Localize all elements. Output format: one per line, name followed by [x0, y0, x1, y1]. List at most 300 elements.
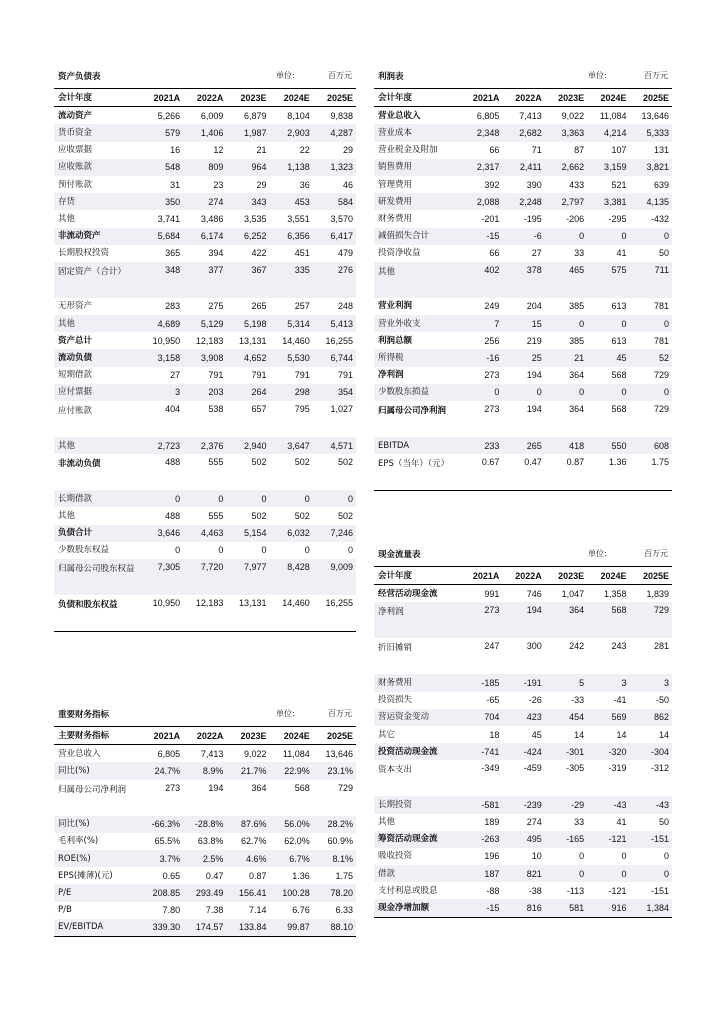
- cell-value: 293.49: [183, 884, 226, 901]
- row-label: 归属母公司股东权益: [54, 559, 140, 595]
- column-header-year: 2021A: [472, 92, 500, 103]
- cell-value: -121: [608, 885, 627, 896]
- cell-value: 27: [170, 370, 181, 381]
- cell-value: 62.0%: [284, 836, 310, 847]
- cell-value: 418: [545, 437, 587, 454]
- cell-value: -432: [650, 213, 669, 224]
- cell-value: 6,879: [244, 110, 267, 121]
- cell-value: -65: [486, 695, 500, 706]
- cell-value: 479: [337, 248, 353, 259]
- cell-value: 4,571: [313, 437, 356, 454]
- unit-label: 单位:: [588, 549, 607, 558]
- cell-value: 746: [526, 588, 542, 599]
- cell-value: 0: [630, 315, 672, 332]
- column-header-year: 2025E: [642, 570, 669, 581]
- cell-value: -424: [502, 743, 544, 760]
- cell-value: 7,720: [183, 559, 226, 595]
- cell-value: -151: [630, 831, 672, 848]
- cell-value: 821: [502, 865, 544, 882]
- table-row: [54, 902, 356, 919]
- column-header-label: 主要财务指标: [58, 730, 110, 741]
- cell-value: -29: [545, 796, 587, 813]
- row-label: 其他: [54, 437, 140, 454]
- cell-value: 422: [251, 248, 267, 259]
- table-row: [374, 899, 672, 917]
- cell-value: 13,646: [325, 748, 353, 759]
- cell-value: 1.36: [292, 870, 310, 881]
- column-header-year: 2022A: [196, 730, 224, 741]
- cell-value: 0: [587, 384, 629, 401]
- cell-value: 488: [165, 457, 181, 468]
- table-row: [54, 124, 356, 141]
- cell-value: 100.28: [270, 884, 313, 901]
- cell-value: 579: [140, 124, 183, 141]
- table-row: [54, 176, 356, 193]
- table-row: [374, 124, 672, 141]
- table-row: [374, 638, 672, 674]
- cell-value: 274: [526, 817, 542, 828]
- cell-value: 45: [587, 349, 629, 366]
- cell-value: 283: [165, 301, 181, 312]
- cell-value: 189: [484, 817, 500, 828]
- table-row: [54, 159, 356, 176]
- cell-value: 548: [140, 159, 183, 176]
- cell-value: 31: [170, 179, 181, 190]
- cell-value: 11,084: [599, 110, 627, 121]
- cell-value: 14,460: [282, 335, 310, 346]
- cell-value: 3,646: [140, 525, 183, 542]
- table-row: [54, 780, 356, 816]
- cell-value: 6,032: [270, 525, 313, 542]
- cell-value: 33: [574, 248, 585, 259]
- row-label: 其他: [378, 817, 396, 828]
- cell-value: 0: [545, 228, 587, 245]
- cell-value: 33: [574, 817, 585, 828]
- row-label: 无形资产: [58, 301, 93, 312]
- cell-value: 273: [460, 602, 502, 638]
- table-row: [374, 674, 672, 691]
- cell-value: 3.7%: [140, 850, 183, 867]
- cell-value: 433: [569, 179, 585, 190]
- cell-value: 568: [587, 602, 629, 638]
- row-label: 归属母公司净利润: [58, 784, 127, 795]
- table-row: [374, 176, 672, 193]
- cell-value: 7.80: [162, 905, 181, 916]
- cell-value: 3,158: [140, 349, 183, 366]
- cell-value: -312: [650, 763, 669, 774]
- unit-value: 百万元: [328, 709, 352, 718]
- cell-value: 194: [208, 782, 224, 793]
- cell-value: 41: [616, 817, 627, 828]
- table-row: [374, 332, 672, 349]
- row-label: 财务费用: [374, 674, 460, 691]
- row-label: 营运资金变动: [374, 709, 460, 726]
- unit-value: 百万元: [644, 549, 668, 558]
- cell-value: 273: [165, 782, 181, 793]
- cell-value: 367: [226, 262, 269, 298]
- table-row: [54, 595, 356, 632]
- table-row: [374, 692, 672, 709]
- table-row: [54, 384, 356, 401]
- unit-value: 百万元: [328, 71, 352, 80]
- table-row: [374, 367, 672, 384]
- cell-value: 729: [630, 602, 672, 638]
- column-header-year: 2024E: [283, 730, 310, 741]
- cell-value: 402: [460, 262, 502, 298]
- row-label: 资产总计: [58, 335, 93, 346]
- row-label: P/E: [54, 884, 140, 901]
- cell-value: 21.7%: [226, 762, 269, 779]
- cell-value: 66: [489, 145, 500, 156]
- cell-value: -43: [630, 796, 672, 813]
- column-header-year: 2022A: [515, 92, 542, 103]
- cell-value: 131: [653, 145, 669, 156]
- row-label: EPS（当年）（元）: [378, 459, 450, 470]
- cell-value: 0.65: [162, 870, 181, 881]
- cell-value: 16,255: [325, 597, 353, 608]
- cell-value: 0: [587, 865, 629, 882]
- table-row: [374, 865, 672, 882]
- cell-value: 3,551: [287, 213, 310, 224]
- row-label: P/B: [58, 905, 72, 916]
- row-label: 应收票据: [58, 145, 93, 156]
- table-row: [54, 193, 356, 210]
- key-ratios-table: [54, 726, 356, 937]
- cell-value: 50: [658, 248, 669, 259]
- cell-value: 538: [208, 404, 224, 414]
- row-label: 销售费用: [374, 159, 460, 176]
- cell-value: 8,104: [287, 110, 310, 121]
- column-header-label: 会计年度: [58, 92, 93, 103]
- table-row: [54, 490, 356, 507]
- cell-value: 9,009: [313, 559, 356, 595]
- table-row: [374, 882, 672, 899]
- unit-value: 百万元: [644, 71, 668, 80]
- cell-value: 3,821: [630, 159, 672, 176]
- table-row: [374, 245, 672, 262]
- cell-value: 16: [170, 145, 181, 156]
- cell-value: 265: [251, 301, 267, 312]
- cell-value: 1.36: [609, 457, 627, 468]
- row-label: 营业外收支: [374, 315, 460, 332]
- cell-value: -459: [523, 763, 542, 774]
- table-row: [374, 726, 672, 743]
- cell-value: 1,138: [270, 159, 313, 176]
- cell-value: 451: [294, 248, 310, 259]
- header-row: [54, 727, 356, 745]
- cell-value: 657: [251, 404, 267, 414]
- column-header-year: 2022A: [515, 570, 542, 581]
- cell-value: 0: [183, 490, 226, 507]
- table-row: [374, 228, 672, 245]
- cell-value: 16,255: [325, 335, 353, 346]
- cell-value: 0: [663, 851, 669, 862]
- row-label: 应付票据: [54, 384, 140, 401]
- cell-value: 88.10: [313, 919, 356, 937]
- cell-value: 208.85: [140, 884, 183, 901]
- row-label: 负债合计: [54, 525, 140, 542]
- cell-value: -319: [608, 763, 627, 774]
- row-label: 现金净增加额: [374, 899, 460, 917]
- cell-value: 2,662: [545, 159, 587, 176]
- cell-value: 0: [140, 490, 183, 507]
- cell-value: 0: [460, 384, 502, 401]
- cell-value: 0: [226, 490, 269, 507]
- table-row: [374, 602, 672, 638]
- cell-value: 107: [611, 145, 627, 156]
- cell-value: 0.47: [524, 457, 542, 468]
- cell-value: 2,903: [270, 124, 313, 141]
- cell-value: 781: [653, 301, 669, 312]
- table-row: [374, 796, 672, 813]
- cell-value: 1,027: [330, 404, 353, 414]
- cell-value: 9,022: [244, 748, 267, 759]
- income-statement-panel: [374, 66, 672, 491]
- income-statement-title-bar: [374, 66, 672, 88]
- cell-value: 28.2%: [313, 816, 356, 833]
- row-label: EBITDA: [374, 437, 460, 454]
- header-row: [54, 89, 356, 107]
- cell-value: 791: [251, 370, 267, 381]
- cell-value: 14: [574, 729, 585, 740]
- table-row: [54, 816, 356, 833]
- table-row: [54, 298, 356, 315]
- table-row: [374, 159, 672, 176]
- cell-value: 10,950: [152, 335, 181, 346]
- table-row: [54, 437, 356, 454]
- cell-value: 13,646: [641, 110, 669, 121]
- cell-value: 365: [165, 248, 181, 259]
- cell-value: 7,413: [519, 110, 542, 121]
- cell-value: 233: [460, 437, 502, 454]
- column-header-year: 2021A: [472, 570, 500, 581]
- cell-value: 791: [294, 370, 310, 381]
- row-label: 减值损失合计: [374, 228, 460, 245]
- cell-value: 276: [313, 262, 356, 298]
- header-row: [374, 89, 672, 107]
- row-label: 同比(%): [54, 762, 140, 779]
- cell-value: 264: [226, 384, 269, 401]
- cash-flow-panel: [374, 544, 672, 918]
- cell-value: 613: [611, 301, 627, 312]
- cell-value: 502: [294, 510, 310, 521]
- table-row: [374, 193, 672, 210]
- cell-value: 639: [653, 179, 669, 190]
- row-label: 非流动资产: [54, 228, 140, 245]
- cell-value: 219: [526, 335, 542, 346]
- row-label: ROE(%): [54, 850, 140, 867]
- cell-value: 1,323: [313, 159, 356, 176]
- cash-flow-table: [374, 566, 672, 918]
- cell-value: -38: [528, 885, 542, 896]
- row-label: 利润总额: [378, 335, 413, 346]
- table-row: [54, 745, 356, 763]
- cell-value: -349: [481, 763, 500, 774]
- column-header-label: 会计年度: [378, 92, 413, 103]
- cell-value: 7,977: [226, 559, 269, 595]
- table-row: [54, 107, 356, 125]
- cell-value: 45: [531, 729, 542, 740]
- cell-value: 495: [502, 831, 544, 848]
- key-ratios-title: 重要财务指标: [58, 710, 110, 720]
- cell-value: 15: [502, 315, 544, 332]
- cell-value: -195: [523, 213, 542, 224]
- cell-value: 0.87: [249, 870, 267, 881]
- cell-value: 364: [569, 370, 585, 381]
- row-label: 其他: [58, 213, 76, 224]
- cell-value: 964: [226, 159, 269, 176]
- cell-value: 364: [569, 404, 585, 414]
- cell-value: -305: [566, 763, 585, 774]
- table-row: [374, 210, 672, 227]
- row-label: 营业利润: [378, 301, 413, 312]
- cell-value: 0: [587, 315, 629, 332]
- cell-value: 2,088: [460, 193, 502, 210]
- column-header-year: 2023E: [240, 92, 267, 103]
- cell-value: 3,647: [270, 437, 313, 454]
- cell-value: 3,535: [244, 213, 267, 224]
- cell-value: 65.5%: [154, 836, 181, 847]
- cell-value: 99.87: [270, 919, 313, 937]
- row-label: 所得税: [374, 349, 460, 366]
- table-row: [54, 262, 356, 298]
- cell-value: 0: [587, 228, 629, 245]
- cell-value: 78.20: [313, 884, 356, 901]
- cell-value: 87.6%: [226, 816, 269, 833]
- cell-value: 10,950: [152, 597, 181, 608]
- row-label: 投资活动现金流: [374, 743, 460, 760]
- cell-value: 23.1%: [313, 762, 356, 779]
- row-label: 资本支出: [378, 765, 413, 776]
- table-row: [54, 210, 356, 227]
- cell-value: 196: [484, 851, 500, 862]
- cell-value: 14: [616, 729, 627, 740]
- cell-value: 2,248: [502, 193, 544, 210]
- cell-value: 22.9%: [270, 762, 313, 779]
- cell-value: 423: [502, 709, 544, 726]
- row-label: 其他: [58, 510, 76, 521]
- cell-value: -6: [502, 228, 544, 245]
- cell-value: 4.6%: [226, 850, 269, 867]
- row-label: EPS(摊薄)(元): [58, 870, 113, 881]
- cell-value: -185: [460, 674, 502, 691]
- row-label: 营业成本: [374, 124, 460, 141]
- cell-value: 4,652: [226, 349, 269, 366]
- cell-value: 5,198: [226, 315, 269, 332]
- cell-value: 14: [658, 729, 669, 740]
- table-row: [374, 760, 672, 796]
- column-header-year: 2022A: [196, 92, 224, 103]
- cell-value: 5,530: [270, 349, 313, 366]
- row-label: 营业总收入: [378, 110, 421, 121]
- row-label: 投资损失: [378, 695, 413, 706]
- key-ratios-title-bar: [54, 704, 356, 726]
- header-row: [374, 567, 672, 585]
- cell-value: 555: [208, 510, 224, 521]
- cell-value: 6,009: [200, 110, 224, 121]
- row-label: 长期投资: [374, 796, 460, 813]
- cell-value: 0: [347, 545, 353, 556]
- cell-value: 275: [208, 301, 224, 312]
- cell-value: -151: [650, 885, 669, 896]
- row-label: 财务费用: [378, 213, 413, 224]
- cell-value: 12: [213, 145, 224, 156]
- cell-value: -165: [545, 831, 587, 848]
- cell-value: 385: [569, 335, 585, 346]
- column-header-year: 2023E: [240, 730, 267, 741]
- balance-sheet-table: [54, 88, 356, 632]
- row-label: 借款: [374, 865, 460, 882]
- table-row: [54, 507, 356, 524]
- cell-value: 6,252: [226, 228, 269, 245]
- cell-value: 704: [460, 709, 502, 726]
- cell-value: 63.8%: [197, 836, 224, 847]
- cell-value: 3,381: [587, 193, 629, 210]
- cell-value: 194: [502, 602, 544, 638]
- column-header-year: 2021A: [153, 92, 181, 103]
- cell-value: 0: [579, 851, 585, 862]
- cell-value: 569: [587, 709, 629, 726]
- cell-value: 729: [653, 404, 669, 414]
- row-label: 筹资活动现金流: [374, 831, 460, 848]
- cell-value: -121: [587, 831, 629, 848]
- row-label: 净利润: [374, 602, 460, 638]
- cell-value: 791: [208, 370, 224, 381]
- cell-value: 1,987: [226, 124, 269, 141]
- table-row: [374, 384, 672, 401]
- table-row: [54, 245, 356, 262]
- row-label: 支付利息或股息: [378, 885, 438, 896]
- cell-value: 465: [545, 262, 587, 298]
- cell-value: 273: [484, 404, 500, 414]
- cell-value: 4,287: [313, 124, 356, 141]
- table-row: [54, 401, 356, 437]
- cell-value: 2,411: [502, 159, 544, 176]
- row-label: 营业总收入: [58, 748, 101, 759]
- cell-value: 795: [294, 404, 310, 414]
- table-row: [374, 349, 672, 366]
- cell-value: 5,154: [226, 525, 269, 542]
- cell-value: 488: [165, 510, 181, 521]
- table-row: [54, 349, 356, 366]
- cell-value: 9,022: [561, 110, 585, 121]
- cell-value: -263: [460, 831, 502, 848]
- cell-value: 273: [484, 370, 500, 381]
- table-row: [54, 542, 356, 559]
- cell-value: 41: [616, 248, 627, 259]
- column-header-year: 2025E: [642, 92, 669, 103]
- cell-value: 1,047: [561, 588, 585, 599]
- cell-value: 2,376: [183, 437, 226, 454]
- cell-value: -201: [481, 213, 500, 224]
- cell-value: 2,317: [460, 159, 502, 176]
- unit-label: 单位:: [588, 71, 607, 80]
- cell-value: 1.75: [651, 457, 669, 468]
- cell-value: 348: [140, 262, 183, 298]
- cell-value: 0: [218, 545, 224, 556]
- cell-value: 52: [630, 349, 672, 366]
- cell-value: 613: [611, 335, 627, 346]
- cell-value: 385: [569, 301, 585, 312]
- cell-value: 257: [294, 301, 310, 312]
- cell-value: 5,684: [140, 228, 183, 245]
- cell-value: 0: [630, 228, 672, 245]
- cell-value: 187: [460, 865, 502, 882]
- cell-value: 0.87: [566, 457, 585, 468]
- unit-label: 单位:: [276, 71, 295, 80]
- cell-value: -581: [460, 796, 502, 813]
- cell-value: 0: [630, 384, 672, 401]
